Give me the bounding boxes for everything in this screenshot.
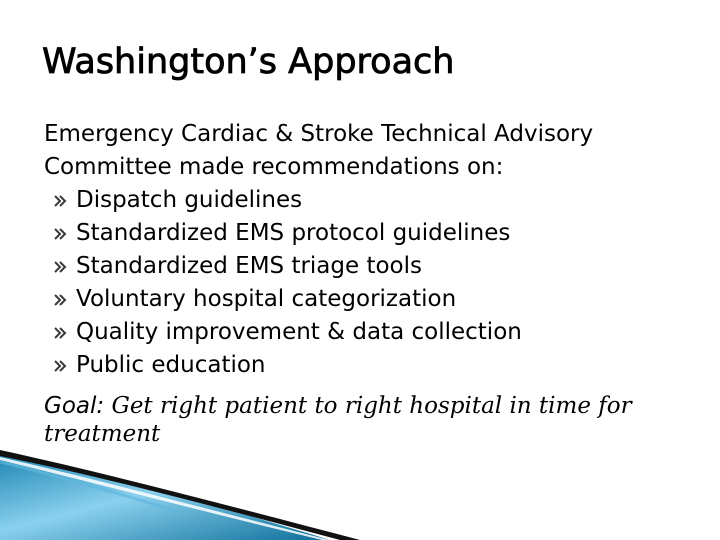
bullet-text: Standardized EMS triage tools	[76, 253, 422, 279]
goal-label: Goal:	[44, 393, 105, 419]
arrow-bullet-icon	[53, 326, 67, 340]
bullet-item	[44, 349, 704, 382]
bullet-item	[44, 316, 704, 349]
arrow-bullet-icon	[53, 293, 67, 307]
decorative-swoosh	[0, 440, 720, 540]
intro-line: Emergency Cardiac & Stroke Technical Advisory	[44, 121, 594, 147]
bullet-item	[44, 283, 704, 316]
goal-text: Get right patient to right hospital in time for treatment	[44, 393, 632, 447]
intro-line: Committee made recommendations on:	[44, 154, 504, 180]
bullet-list	[44, 184, 704, 382]
bullet-item	[44, 217, 704, 250]
bullet-text: Quality improvement & data collection	[76, 319, 522, 345]
bullet-text: Public education	[76, 352, 266, 378]
slide-body	[44, 118, 704, 382]
arrow-bullet-icon	[53, 359, 67, 373]
bullet-text: Dispatch guidelines	[76, 187, 303, 213]
arrow-bullet-icon	[53, 194, 67, 208]
bullet-text: Voluntary hospital categorization	[76, 286, 457, 312]
bullet-text: Standardized EMS protocol guidelines	[76, 220, 511, 246]
arrow-bullet-icon	[53, 260, 67, 274]
arrow-bullet-icon	[53, 227, 67, 241]
slide-title: Washington’s Approach	[42, 42, 455, 82]
bullet-item	[44, 250, 704, 283]
bullet-item	[44, 184, 704, 217]
